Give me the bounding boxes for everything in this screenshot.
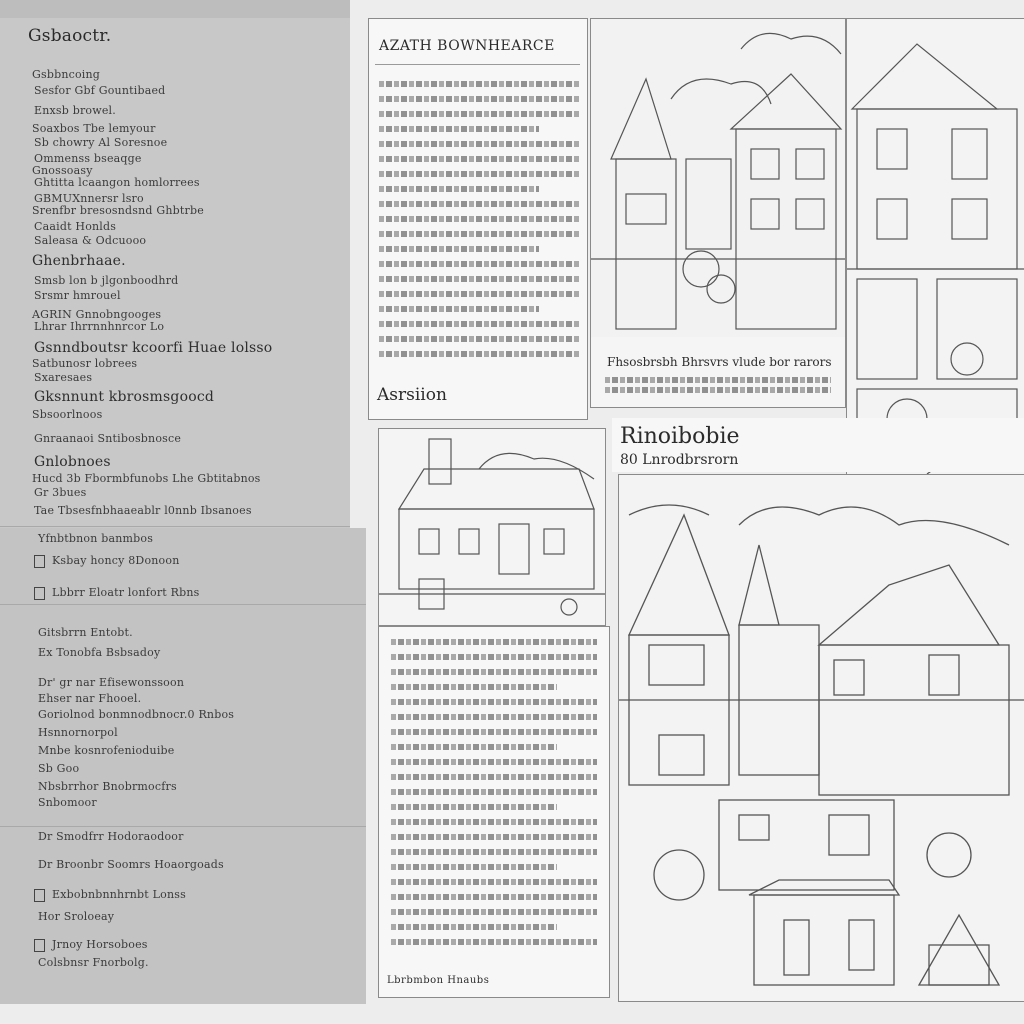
text-line bbox=[391, 654, 597, 660]
feature-header bbox=[612, 418, 1024, 472]
text-line bbox=[379, 186, 539, 192]
text-line bbox=[379, 126, 539, 132]
text-line bbox=[391, 759, 597, 765]
text-line bbox=[391, 834, 597, 840]
text-line bbox=[379, 96, 579, 102]
sidebar-item[interactable]: Gnossoasy bbox=[32, 164, 93, 177]
sidebar-item[interactable]: Lhrar Ihrrnnhnrcor Lo bbox=[34, 320, 165, 333]
text-line bbox=[379, 216, 579, 222]
checkbox[interactable] bbox=[34, 889, 45, 902]
sidebar-divider bbox=[0, 526, 350, 527]
sidebar-list-item[interactable]: Ehser nar Fhooel. bbox=[38, 692, 142, 705]
sidebar-header-strip bbox=[0, 0, 350, 18]
article-footer-bottom: Lbrbmbon Hnaubs bbox=[387, 975, 490, 986]
article-footer-heading: Asrsiion bbox=[377, 385, 447, 405]
text-line bbox=[391, 909, 597, 915]
text-line bbox=[605, 387, 831, 393]
text-line bbox=[391, 714, 597, 720]
text-line bbox=[379, 351, 579, 357]
text-line bbox=[391, 804, 557, 810]
text-line bbox=[379, 276, 579, 282]
sidebar-list-item[interactable]: Colsbnsr Fnorbolg. bbox=[38, 956, 149, 969]
sidebar-item[interactable]: Ghenbrhaae. bbox=[32, 253, 126, 269]
sidebar-list-item[interactable]: Ex Tonobfa Bsbsadoy bbox=[38, 646, 161, 659]
text-line bbox=[379, 306, 539, 312]
text-line bbox=[379, 141, 579, 147]
sidebar-list-item[interactable]: Mnbe kosnrofenioduibe bbox=[38, 744, 175, 757]
sidebar-item[interactable]: GBMUXnnersr lsro bbox=[34, 192, 144, 205]
illustration-panel-large bbox=[618, 474, 1024, 1002]
article-panel-bottom bbox=[378, 626, 610, 998]
text-line bbox=[379, 81, 579, 87]
sidebar-divider bbox=[0, 604, 366, 605]
sidebar-item[interactable]: Soaxbos Tbe lemyour bbox=[32, 122, 156, 135]
article-rule bbox=[375, 64, 580, 65]
sidebar-item[interactable]: Gsbbncoing bbox=[32, 68, 101, 81]
text-line bbox=[379, 201, 579, 207]
text-line bbox=[391, 774, 597, 780]
text-line bbox=[391, 729, 597, 735]
feature-subtitle: 80 Lnrodbrsrorn bbox=[620, 452, 739, 468]
sidebar-list-item[interactable]: Dr Smodfrr Hodoraodoor bbox=[38, 830, 184, 843]
sidebar-item[interactable]: Sesfor Gbf Gountibaed bbox=[34, 84, 166, 97]
sidebar-list-item[interactable]: Dr Broonbr Soomrs Hoaorgoads bbox=[38, 858, 224, 871]
town-illustration bbox=[591, 19, 845, 337]
text-line bbox=[379, 171, 579, 177]
article-title: AZATH BOWNHEARCE bbox=[379, 38, 555, 54]
text-line bbox=[379, 156, 579, 162]
sidebar-item[interactable]: Tae Tbsesfnbhaaeablr l0nnb Ibsanoes bbox=[34, 504, 252, 517]
sidebar-item[interactable]: AGRIN Gnnobngooges bbox=[32, 308, 162, 321]
sidebar-item[interactable]: Srenfbr bresosndsnd Ghbtrbe bbox=[32, 204, 204, 217]
sidebar-list-item[interactable]: Snbomoor bbox=[38, 796, 97, 809]
article-panel-top bbox=[368, 18, 588, 420]
text-line bbox=[391, 924, 557, 930]
sidebar-list-item[interactable]: Gitsbrrn Entobt. bbox=[38, 626, 133, 639]
text-line bbox=[379, 261, 579, 267]
illustration-caption: Fhsosbrsbh Bhrsvrs vlude bor rarors bbox=[607, 355, 832, 369]
sidebar-item[interactable]: Ommenss bseaqge bbox=[34, 152, 142, 165]
sidebar-item[interactable]: Gr 3bues bbox=[34, 486, 87, 499]
sidebar-list-item[interactable]: Lbbrr Eloatr lonfort Rbns bbox=[52, 586, 200, 599]
checkbox[interactable] bbox=[34, 587, 45, 600]
sidebar-title: Gsbaoctr. bbox=[28, 26, 112, 46]
text-line bbox=[379, 336, 579, 342]
text-line bbox=[379, 291, 579, 297]
sidebar-list-item[interactable]: Exbobnbnnhrnbt Lonss bbox=[52, 888, 186, 901]
sidebar-item[interactable]: Satbunosr lobrees bbox=[32, 357, 138, 370]
sidebar-item[interactable]: Srsmr hmrouel bbox=[34, 289, 121, 302]
sidebar-item[interactable]: Gnraanaoi Sntibosbnosce bbox=[34, 432, 182, 445]
sidebar-list-item[interactable]: Goriolnod bonmnodbnocr.0 Rnbos bbox=[38, 708, 235, 721]
sidebar-item[interactable]: Ghtitta lcaangon homlorrees bbox=[34, 176, 200, 189]
building-illustration bbox=[847, 19, 1024, 483]
sidebar-item[interactable]: Gksnnunt kbrosmsgoocd bbox=[34, 389, 215, 405]
text-line bbox=[391, 939, 597, 945]
sidebar-item[interactable]: Gsnndboutsr kcoorfi Huae lolsso bbox=[34, 340, 273, 356]
feature-title: Rinoibobie bbox=[620, 424, 740, 449]
text-line bbox=[391, 879, 597, 885]
sidebar-item[interactable]: Sbsoorlnoos bbox=[32, 408, 103, 421]
text-line bbox=[391, 699, 597, 705]
town-large-illustration bbox=[619, 475, 1024, 1001]
text-line bbox=[379, 111, 579, 117]
sidebar-item[interactable]: Saleasa & Odcuooo bbox=[34, 234, 147, 247]
text-line bbox=[391, 819, 597, 825]
illustration-panel-top bbox=[590, 18, 846, 408]
checkbox[interactable] bbox=[34, 555, 45, 568]
text-line bbox=[379, 321, 579, 327]
text-line bbox=[391, 669, 597, 675]
sidebar-list-item[interactable]: Dr' gr nar Efisewonssoon bbox=[38, 676, 185, 689]
text-line bbox=[605, 377, 831, 383]
sidebar-item[interactable]: Caaidt Honlds bbox=[34, 220, 117, 233]
sidebar-list-item[interactable]: Hor Sroloeay bbox=[38, 910, 115, 923]
sidebar-list-item[interactable]: Sb Goo bbox=[38, 762, 80, 775]
illustration-panel-house bbox=[378, 428, 606, 626]
sidebar-list-item[interactable]: Ksbay honcy 8Donoon bbox=[52, 554, 180, 567]
sidebar-list-item[interactable]: Nbsbrrhor Bnobrmocfrs bbox=[38, 780, 177, 793]
text-line bbox=[379, 246, 539, 252]
illustration-panel-right bbox=[846, 18, 1024, 484]
sidebar-item[interactable]: Hucd 3b Fbormbfunobs Lhe Gbtitabnos bbox=[32, 472, 261, 485]
text-line bbox=[391, 639, 597, 645]
sidebar-list-item[interactable]: Yfnbtbnon banmbos bbox=[38, 532, 154, 545]
sidebar-item[interactable]: Smsb lon b jlgonboodhrd bbox=[34, 274, 179, 287]
text-line bbox=[391, 744, 557, 750]
sidebar-list-item[interactable]: Jrnoy Horsoboes bbox=[52, 938, 148, 951]
sidebar-list-item[interactable]: Hsnnornorpol bbox=[38, 726, 118, 739]
text-line bbox=[391, 684, 557, 690]
text-line bbox=[391, 894, 597, 900]
checkbox[interactable] bbox=[34, 939, 45, 952]
text-line bbox=[379, 231, 579, 237]
sidebar-item[interactable]: Sb chowry Al Soresnoe bbox=[34, 136, 168, 149]
text-line bbox=[391, 789, 597, 795]
text-line bbox=[391, 864, 557, 870]
sidebar-divider bbox=[0, 826, 366, 827]
sidebar-item[interactable]: Gnlobnoes bbox=[34, 454, 111, 470]
sidebar-item[interactable]: Sxaresaes bbox=[34, 371, 93, 384]
sidebar-item[interactable]: Enxsb browel. bbox=[34, 104, 116, 117]
house-illustration bbox=[379, 429, 605, 625]
text-line bbox=[391, 849, 597, 855]
